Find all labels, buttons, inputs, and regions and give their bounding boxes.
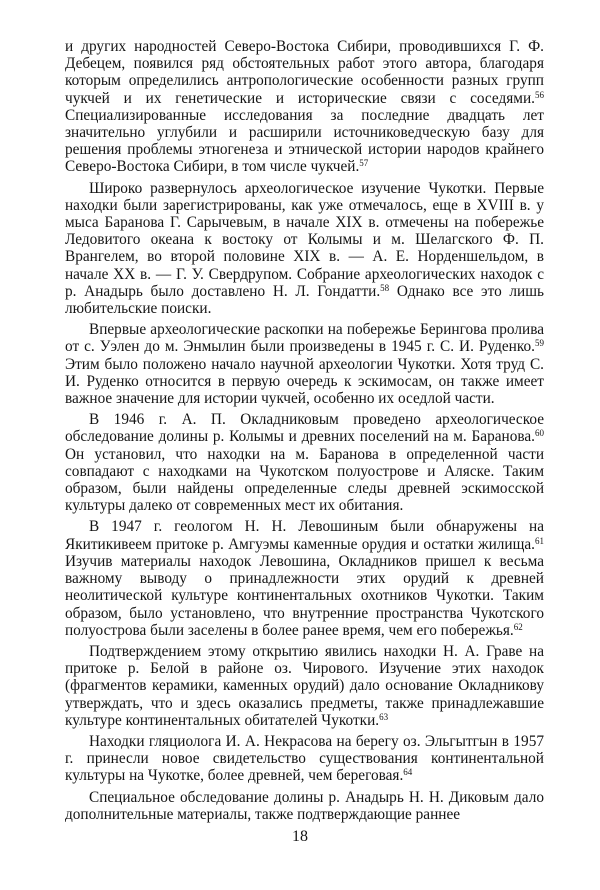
body-text [65,38,544,823]
paragraph [65,518,544,638]
text-run: Специализированные исследования за последние двадцать лет значительно углубили и расширили источниковедческую базу для решения проблемы этногенеза и этнической истории народов крайнего Северо-Востока Сибири, в том числе чукчей. [65,106,544,176]
paragraph [65,38,544,176]
paragraph [65,733,544,785]
text-run: Широко развернулось археологическое изучение Чукотки. Первые находки были зарегистрированы, как уже отмечалось, еще в XVIII в. у мыса Баранова Г. Сарычевым, в начале XIX в. отмечены на побережье Ледовитого океана к востоку от Колымы и м. Шелагского Ф. П. Врангелем, во второй половине XIX в. — А. Е. Норденшельдом, в начале XX в. — Г. У. Свердрупом. Собрание археологических находок с р. Анадырь было доставлено Н. Л. Гондатти. [65,179,544,300]
text-run: и других народностей Северо-Востока Сибири, проводившихся Г. Ф. Дебецем, появился ряд обстоятельных работ этого автора, благодаря которым определились антропологические особенности разных групп чукчей и их генетические и исторические связи с соседями. [65,38,544,107]
footnote-ref: 59 [535,338,544,349]
footnote-ref: 61 [535,535,544,546]
footnote-ref: 64 [403,767,413,778]
footnote-ref: 62 [513,621,523,632]
text-run: Специальное обследование долины р. Анадырь Н. Н. Диковым дало дополнительные материалы, также подтверждающие раннее [65,788,544,823]
paragraph [65,411,544,514]
paragraph [65,643,544,729]
text-run: Однако все это лишь любительские поиски. [65,282,544,318]
text-run: Изучив материалы находок Левошина, Окладников пришел к весьма важному выводу о принадлежности этих орудий к древней неолитической культуре континентальных охотников Чукотки. Таким образом, было установлено, что внутренние пространства Чукотского полуострова были заселены в более ранее время, чем его побережья. [65,552,544,639]
text-run: Впервые археологические раскопки на побережье Берингова пролива от с. Уэлен до м. Энмылин были произведены в 1945 г. С. И. Руденко. [65,321,544,356]
paragraph [65,180,544,318]
page-number: 18 [292,828,308,845]
footnote-ref: 56 [535,89,544,100]
footnote-ref: 63 [379,711,389,722]
text-run: В 1947 г. геологом Н. Н. Левошиным были обнаружены на Якитикивеем притоке р. Амгуэмы каменные орудия и остатки жилища. [65,518,544,553]
text-run: Подтверждением этому открытию явились находки Н. А. Граве на притоке р. Белой в районе оз. Чирового. Изучение этих находок (фрагментов керамики, каменных орудий) дало основание Окладникову утверждать, что и здесь оказались предметы, также принадлежавшие культуре континентальных обитателей Чукотки. [65,642,544,729]
footnote-ref: 58 [380,282,390,293]
footnote-ref: 60 [535,428,544,439]
text-run: Этим было положено начало научной археологии Чукотки. Хотя труд С. И. Руденко относится в первую очередь к эскимосам, он также имеет важное значение для истории чукчей, особенно их оседлой части. [65,355,544,408]
paragraph [65,321,544,407]
footnote-ref: 57 [359,158,369,169]
text-run: Он установил, что находки на м. Баранова в определенной части совпадают с находками на Чукотском полуострове и Аляске. Таким образом, были найдены определенные следы древней эскимосской культуры далеко от современных мест их обитания. [65,445,544,515]
text-run: В 1946 г. А. П. Окладниковым проведено археологическое обследование долины р. Колымы и древних поселений на м. Баранова. [65,411,544,446]
text-run: Находки гляциолога И. А. Некрасова на берегу оз. Эльгытгын в 1957 г. принесли новое свидетельство существования континентальной культуры на Чукотке, более древней, чем береговая. [65,732,544,785]
paragraph [65,789,544,823]
